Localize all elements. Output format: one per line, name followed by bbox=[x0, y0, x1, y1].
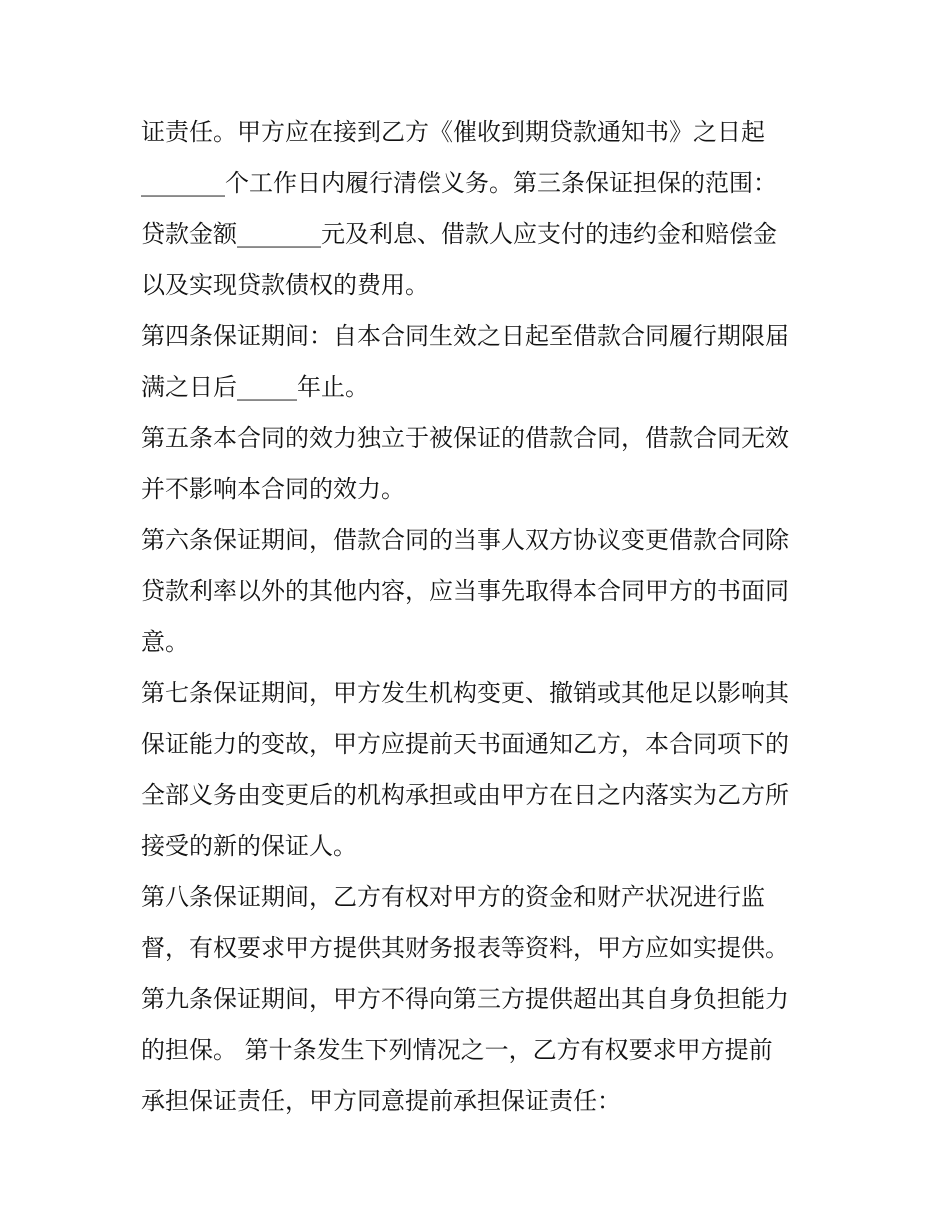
text-line-17: 督，有权要求甲方提供其财务报表等资料，甲方应如实提供。 bbox=[141, 934, 789, 962]
text-line-3: 贷款金额_______元及利息、借款人应支付的违约金和赔偿金 bbox=[141, 220, 777, 248]
text-line-12: 第七条保证期间，甲方发生机构变更、撤销或其他足以影响其 bbox=[141, 679, 789, 707]
text-line-20: 承担保证责任，甲方同意提前承担保证责任： bbox=[141, 1087, 621, 1115]
text-line-1: 证责任。甲方应在接到乙方《催收到期贷款通知书》之日起 bbox=[141, 118, 765, 146]
text-line-15: 接受的新的保证人。 bbox=[141, 832, 357, 860]
text-line-5: 第四条保证期间：自本合同生效之日起至借款合同履行期限届 bbox=[141, 322, 789, 350]
text-line-11: 意。 bbox=[141, 628, 189, 656]
text-line-2: _______个工作日内履行清偿义务。第三条保证担保的范围： bbox=[141, 169, 777, 197]
text-line-6: 满之日后_____年止。 bbox=[141, 373, 369, 401]
text-line-18: 第九条保证期间，甲方不得向第三方提供超出其自身负担能力 bbox=[141, 985, 789, 1013]
text-line-10: 贷款利率以外的其他内容，应当事先取得本合同甲方的书面同 bbox=[141, 577, 789, 605]
text-line-13: 保证能力的变故，甲方应提前天书面通知乙方，本合同项下的 bbox=[141, 730, 789, 758]
text-line-19: 的担保。 第十条发生下列情况之一，乙方有权要求甲方提前 bbox=[141, 1036, 773, 1064]
text-line-16: 第八条保证期间，乙方有权对甲方的资金和财产状况进行监 bbox=[141, 883, 765, 911]
contract-text bbox=[141, 107, 831, 1127]
text-line-4: 以及实现贷款债权的费用。 bbox=[141, 271, 429, 299]
text-line-9: 第六条保证期间，借款合同的当事人双方协议变更借款合同除 bbox=[141, 526, 789, 554]
text-line-14: 全部义务由变更后的机构承担或由甲方在日之内落实为乙方所 bbox=[141, 781, 789, 809]
text-line-8: 并不影响本合同的效力。 bbox=[141, 475, 405, 503]
text-line-7: 第五条本合同的效力独立于被保证的借款合同，借款合同无效 bbox=[141, 424, 789, 452]
